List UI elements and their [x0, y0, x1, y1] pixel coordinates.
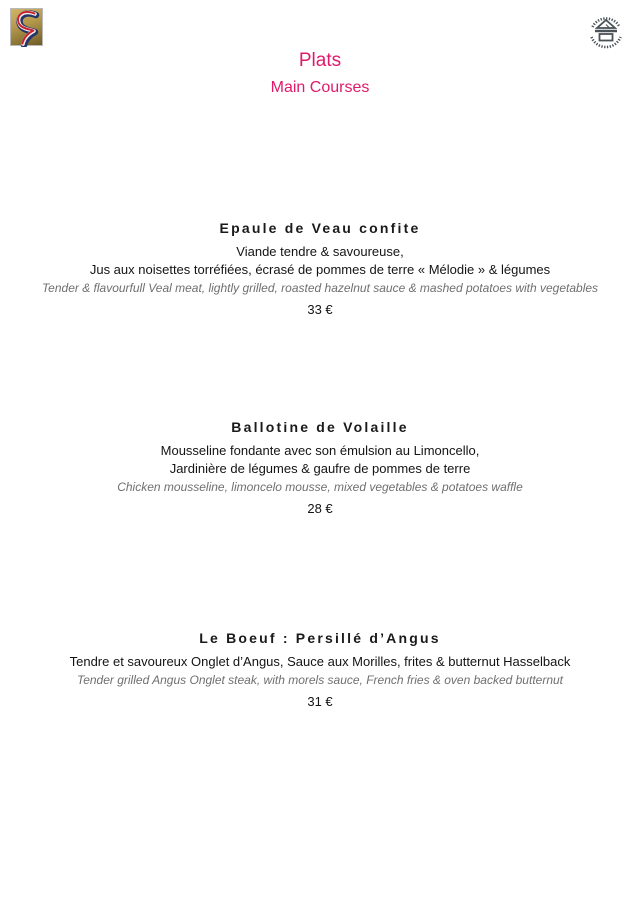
menu-item-epaule-de-veau [0, 220, 640, 318]
menu-item-boeuf-persille-angus [0, 630, 640, 710]
tricolor-r-monogram-icon [11, 9, 44, 47]
dish-description-line: Jus aux noisettes torréfiées, écrasé de pommes de terre « Mélodie » & légumes [89, 262, 551, 277]
dish-description-line: Viande tendre & savoureuse, [236, 244, 404, 259]
dish-price: 31 € [307, 694, 333, 709]
dish-description-line: Mousseline fondante avec son émulsion au Limoncello, [160, 443, 480, 458]
dish-translation: Chicken mousseline, limoncelo mousse, mixed vegetables & potatoes waffle [117, 480, 523, 494]
dish-name: Le Boeuf : Persillé d’Angus [199, 630, 441, 646]
page-title: Plats [298, 50, 342, 71]
dish-name: Ballotine de Volaille [231, 419, 409, 435]
dish-price: 33 € [307, 302, 333, 317]
dish-price: 28 € [307, 501, 333, 516]
restaurant-logo [10, 8, 43, 46]
menu-item-ballotine-de-volaille [0, 419, 640, 517]
dish-translation: Tender grilled Angus Onglet steak, with morels sauce, French fries & oven backed butternut [76, 673, 564, 687]
dish-description-line: Tendre et savoureux Onglet d’Angus, Sauce aux Morilles, frites & butternut Hasselback [69, 654, 571, 669]
dish-description-line: Jardinière de légumes & gaufre de pommes de terre [169, 461, 471, 476]
dish-translation: Tender & flavourfull Veal meat, lightly grilled, roasted hazelnut sauce & mashed potatoes with vegetables [41, 281, 599, 295]
page-subtitle: Main Courses [270, 79, 370, 96]
dish-name: Epaule de Veau confite [219, 220, 421, 236]
